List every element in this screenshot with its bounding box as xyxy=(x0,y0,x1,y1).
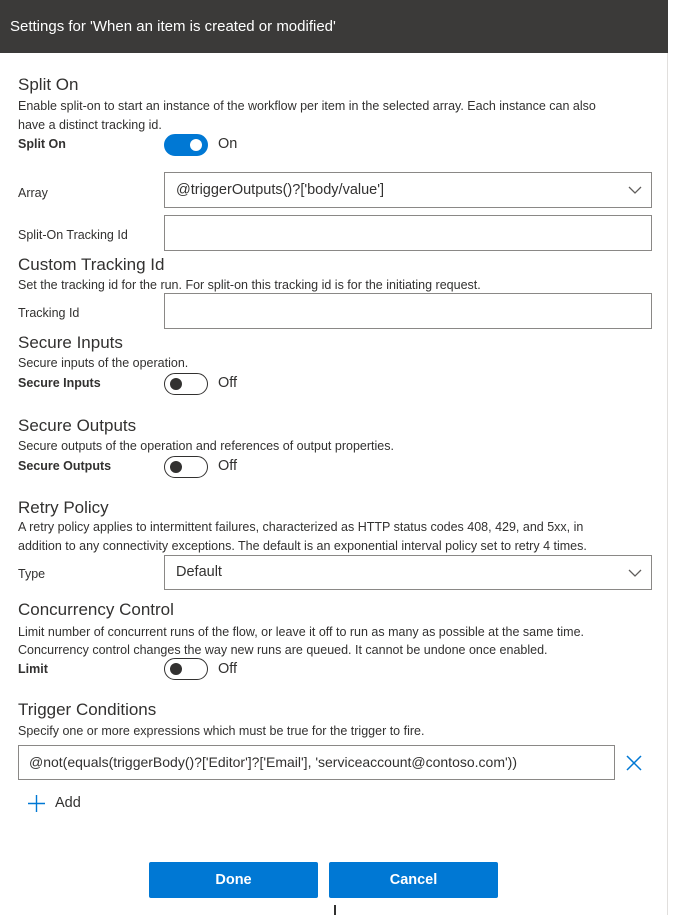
cancel-button[interactable]: Cancel xyxy=(329,862,498,898)
panel-header xyxy=(0,0,668,53)
panel-title: Settings for 'When an item is created or modified' xyxy=(10,18,336,35)
secure-outputs-toggle-state: Off xyxy=(218,458,238,474)
add-condition-label: Add xyxy=(55,795,81,811)
split-on-description: Enable split-on to start an instance of the workflow per item in the selected array. Each instance can also xyxy=(18,99,596,113)
toggle-knob xyxy=(190,139,202,151)
concurrency-description: Limit number of concurrent runs of the flow, or leave it off to run as many as possible at the same time. xyxy=(18,625,585,639)
array-label: Array xyxy=(18,186,48,200)
concurrency-limit-toggle[interactable] xyxy=(164,658,208,680)
concurrency-limit-label: Limit xyxy=(18,662,48,676)
retry-type-dropdown[interactable] xyxy=(164,555,652,590)
plus-icon xyxy=(27,794,46,813)
split-on-title: Split On xyxy=(18,75,79,94)
concurrency-title: Concurrency Control xyxy=(18,600,174,619)
retry-policy-title: Retry Policy xyxy=(18,498,109,517)
retry-type-value: Default xyxy=(176,564,222,580)
concurrency-description-2: Concurrency control changes the way new runs are queued. It cannot be undone once enabled. xyxy=(18,643,548,657)
array-dropdown-value: @triggerOutputs()?['body/value'] xyxy=(176,182,385,198)
trigger-condition-value: @not(equals(triggerBody()?['Editor']?['Email'], 'serviceaccount@contoso.com')) xyxy=(29,754,517,770)
trigger-condition-input[interactable] xyxy=(18,745,615,780)
secure-outputs-toggle-label: Secure Outputs xyxy=(18,459,112,473)
split-on-tracking-label: Split-On Tracking Id xyxy=(18,228,128,242)
trigger-conditions-title: Trigger Conditions xyxy=(18,700,157,719)
chevron-down-icon xyxy=(627,182,643,198)
custom-tracking-description: Set the tracking id for the run. For split-on this tracking id is for the initiating request. xyxy=(18,278,481,292)
tracking-id-label: Tracking Id xyxy=(18,306,80,320)
concurrency-limit-state: Off xyxy=(218,661,238,677)
toggle-knob xyxy=(170,461,182,473)
secure-inputs-description: Secure inputs of the operation. xyxy=(18,356,189,370)
split-on-description-2: have a distinct tracking id. xyxy=(18,118,162,132)
secure-outputs-title: Secure Outputs xyxy=(18,416,137,435)
toggle-knob xyxy=(170,663,182,675)
custom-tracking-title: Custom Tracking Id xyxy=(18,255,165,274)
split-on-toggle-label: Split On xyxy=(18,137,66,151)
chevron-down-icon xyxy=(627,565,643,581)
split-on-tracking-input[interactable] xyxy=(164,215,652,251)
close-icon[interactable] xyxy=(624,753,644,773)
retry-type-label: Type xyxy=(18,567,46,581)
done-button[interactable]: Done xyxy=(149,862,318,898)
retry-policy-description-2: addition to any connectivity exceptions. The default is an exponential interval policy set to retry 4 times. xyxy=(18,539,587,553)
split-on-toggle[interactable] xyxy=(164,134,208,156)
tracking-id-input[interactable] xyxy=(164,293,652,329)
trigger-conditions-description: Specify one or more expressions which must be true for the trigger to fire. xyxy=(18,724,425,738)
secure-outputs-description: Secure outputs of the operation and references of output properties. xyxy=(18,439,394,453)
secure-inputs-title: Secure Inputs xyxy=(18,333,123,352)
retry-policy-description: A retry policy applies to intermittent failures, characterized as HTTP status codes 408, 429, and 5xx, in xyxy=(18,520,584,534)
secure-outputs-toggle[interactable] xyxy=(164,456,208,478)
split-on-toggle-state: On xyxy=(218,136,238,152)
resize-handle xyxy=(334,905,336,915)
secure-inputs-toggle[interactable] xyxy=(164,373,208,395)
secure-inputs-toggle-label: Secure Inputs xyxy=(18,376,101,390)
array-dropdown[interactable] xyxy=(164,172,652,208)
secure-inputs-toggle-state: Off xyxy=(218,375,238,391)
toggle-knob xyxy=(170,378,182,390)
